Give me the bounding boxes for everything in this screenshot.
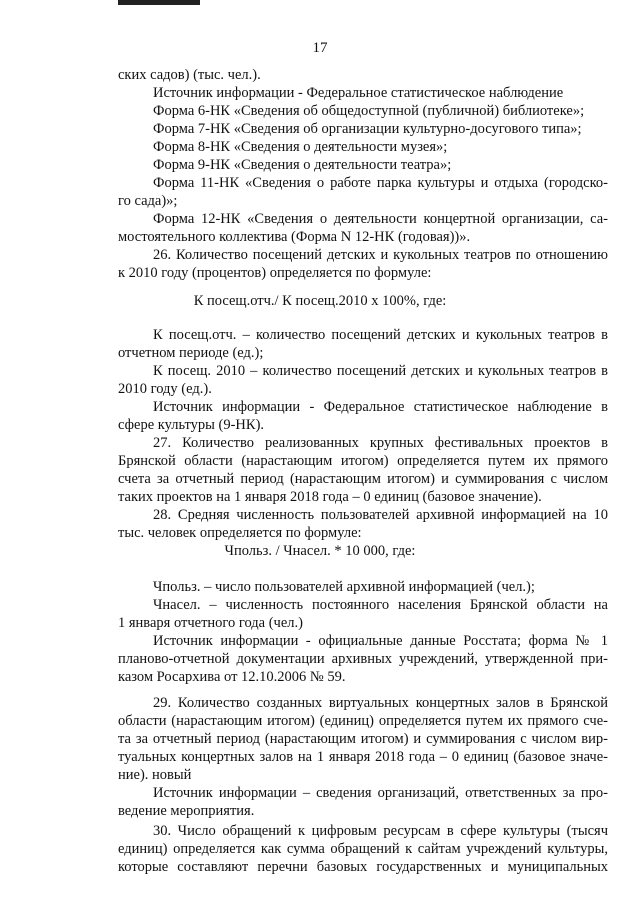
text-line: тыс. человек определяется по формуле: bbox=[118, 525, 362, 541]
text-line: Брянской области (нарастающим итогом) определяется путем их прямого bbox=[118, 453, 608, 469]
text-line: туальных концертных залов на 1 января 2018 года – 0 единиц (базовое значе- bbox=[118, 749, 608, 765]
text-line: сфере культуры (9-НК). bbox=[118, 417, 265, 433]
text-line: Источник информации – сведения организаций, ответственных за про- bbox=[153, 785, 608, 801]
text-line: К посещ.отч. – количество посещений детских и кукольных театров в bbox=[153, 327, 608, 343]
text-line: к 2010 году (процентов) определяется по формуле: bbox=[118, 265, 432, 281]
text-line: ние). новый bbox=[118, 767, 192, 783]
text-line: Форма 6-НК «Сведения об общедоступной (публичной) библиотеке»; bbox=[153, 103, 585, 119]
text-line: Форма 11-НК «Сведения о работе парка культуры и отдыха (городско- bbox=[153, 175, 608, 191]
text-line: ведение мероприятия. bbox=[118, 803, 255, 819]
text-line: Форма 8-НК «Сведения о деятельности музея»; bbox=[153, 139, 448, 155]
text-line: Форма 9-НК «Сведения о деятельности театра»; bbox=[153, 157, 452, 173]
text-line: К посещ. 2010 – количество посещений детских и кукольных театров в bbox=[153, 363, 608, 379]
text-line: планово-отчетной документации архивных учреждений, утвержденной при- bbox=[118, 651, 608, 667]
text-line: Чпольз. – число пользователей архивной информацией (чел.); bbox=[153, 579, 535, 595]
text-line: 29. Количество созданных виртуальных концертных залов в Брянской bbox=[153, 695, 608, 711]
text-line: 28. Средняя численность пользователей архивной информацией на 10 bbox=[153, 507, 608, 523]
formula: К посещ.отч./ К посещ.2010 x 100%, где: bbox=[193, 293, 447, 309]
text-line: 26. Количество посещений детских и кукольных театров по отношению bbox=[153, 247, 608, 263]
page-number: 17 bbox=[312, 40, 328, 56]
text-line: отчетном периоде (ед.); bbox=[118, 345, 264, 361]
text-line: таких проектов на 1 января 2018 года – 0 единиц (базовое значение). bbox=[118, 489, 542, 505]
text-line: Источник информации - официальные данные Росстата; форма № 1 bbox=[153, 633, 608, 649]
text-line: Форма 12-НК «Сведения о деятельности концертной организации, са- bbox=[153, 211, 608, 227]
text-line: го сада)»; bbox=[118, 193, 178, 209]
text-line: 30. Число обращений к цифровым ресурсам в сфере культуры (тысяч bbox=[153, 823, 608, 839]
text-line: 27. Количество реализованных крупных фестивальных проектов в bbox=[153, 435, 608, 451]
text-line: 2010 году (ед.). bbox=[118, 381, 212, 397]
text-line: Источник информации - Федеральное статистическое наблюдение bbox=[153, 85, 564, 101]
text-line: Чнасел. – численность постоянного населения Брянской области на bbox=[153, 597, 608, 613]
top-border-line bbox=[118, 0, 200, 5]
formula: Чпольз. / Чнасел. * 10 000, где: bbox=[224, 543, 416, 559]
text-line: которые составляют перечни базовых государственных и муниципальных bbox=[118, 859, 608, 875]
text-line: счета за отчетный период (нарастающим итогом) и суммирования с числом bbox=[118, 471, 608, 487]
text-line: казом Росархива от 12.10.2006 № 59. bbox=[118, 669, 346, 685]
text-line: 1 января отчетного года (чел.) bbox=[118, 615, 303, 631]
text-line: ских садов) (тыс. чел.). bbox=[118, 67, 261, 83]
text-line: Форма 7-НК «Сведения об организации культурно-досугового типа»; bbox=[153, 121, 582, 137]
text-line: единиц) определяется как сумма обращений к сайтам учреждений культуры, bbox=[118, 841, 608, 857]
text-line: мостоятельного коллектива (Форма N 12-НК (годовая))». bbox=[118, 229, 471, 245]
text-line: Источник информации - Федеральное статистическое наблюдение в bbox=[153, 399, 608, 415]
text-line: та за отчетный период (нарастающим итогом) и суммирования с числом вир- bbox=[118, 731, 608, 747]
text-line: области (нарастающим итогом) (единиц) определяется путем их прямого сче- bbox=[118, 713, 608, 729]
